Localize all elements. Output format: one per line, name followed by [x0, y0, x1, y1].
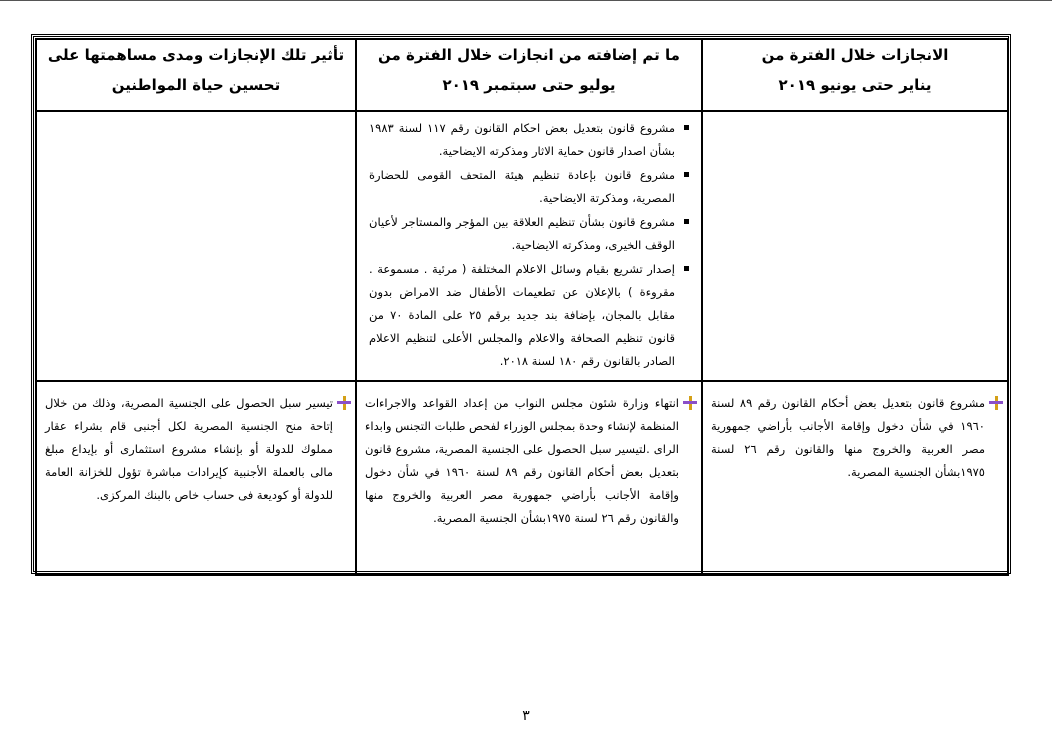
header-jul-sep — [356, 39, 702, 111]
list-item: إصدار تشريع بقيام وسائل الاعلام المختلفة ( مرئية . مسموعة . مقروءة ) بالإعلان عن تطعيمات الأطفال ضد الامراض بدون مقابل بالمجان، بإضافة بند جديد برقم ٢٥ على المادة ٧٠ من قانون تنظيم الصحافة والاعلام والمجلس الأعلى لتنظيم الاعلام الصادر بالقانون رقم ١٨٠ لسنة ٢٠١٨. — [369, 258, 693, 373]
header-impact — [36, 39, 356, 111]
row2-col-jul-sep-text: انتهاء وزارة شئون مجلس النواب من إعداد القواعد والاجراءات المنظمة لإنشاء وحدة بمجلس الوزراء لفحص طلبات التجنس وابداء الراى .لتيسير سبل الحصول على الجنسية المصرية، مشروع قانون بتعديل بعض أحكام القانون رقم ٨٩ لسنة ١٩٦٠ في شأن دخول وإقامة الأجانب بأراضي جمهورية مصر العربية والخروج منها والقانون رقم ٢٦ لسنة ١٩٧٥بشأن الجنسية المصرية. — [365, 396, 679, 525]
page-number: ٣ — [522, 708, 530, 724]
list-item — [703, 382, 1007, 484]
top-rule — [0, 0, 1052, 1]
header-impact-line2: تحسين حياة المواطنين — [111, 76, 281, 94]
row1-col-jan-jun — [702, 111, 1008, 381]
list-item: مشروع قانون بإعادة تنظيم هيئة المتحف القومى للحضارة المصرية، ومذكرتة الايضاحية. — [369, 164, 693, 210]
header-impact-line1: تأثير تلك الإنجازات ومدى مساهمتها على — [47, 46, 345, 64]
list-item: مشروع قانون بتعديل بعض احكام القانون رقم ١١٧ لسنة ١٩٨٣ بشأن اصدار قانون حماية الاثار ومذكرته الايضاحية. — [369, 117, 693, 163]
star-bullet-icon — [989, 396, 1003, 410]
row1-col-impact — [36, 111, 356, 381]
row2-col-impact-text: تيسير سبل الحصول على الجنسية المصرية، وذلك من خلال إتاحة منح الجنسية المصرية لكل أجنبى قام بشراء عقار مملوك للدولة أو بإنشاء مشروع استثمارى أو بإيداع مبلغ مالى بالعملة الأجنبية كإيرادات مباشرة تؤول للخزانة العامة للدولة أو كوديعة فى حساب خاص بالبنك المركزى. — [45, 396, 333, 502]
list-item — [357, 382, 701, 530]
row1-col-jul-sep — [356, 111, 702, 381]
header-jul-sep-line1: ما تم إضافته من انجازات خلال الفترة من — [378, 46, 680, 64]
row2-col-jan-jun-text: مشروع قانون بتعديل بعض أحكام القانون رقم ٨٩ لسنة ١٩٦٠ في شأن دخول وإقامة الأجانب بأراضي جمهورية مصر العربية والخروج منها والقانون رقم ٢٦ لسنة ١٩٧٥بشأن الجنسية المصرية. — [711, 396, 985, 479]
table-row — [36, 111, 1008, 381]
list-item: مشروع قانون بشأن تنظيم العلاقة بين المؤجر والمستاجر لأعيان الوقف الخيرى، ومذكرته الايضاحية. — [369, 211, 693, 257]
row2-col-jul-sep — [356, 381, 702, 575]
law-projects-list — [357, 112, 701, 373]
star-bullet-icon — [337, 396, 351, 410]
achievements-table — [35, 38, 1009, 576]
header-jan-jun — [702, 39, 1008, 111]
header-jan-jun-line2: يناير حتى يونيو ٢٠١٩ — [778, 76, 932, 94]
row2-col-jan-jun — [702, 381, 1008, 575]
row2-col-impact — [36, 381, 356, 575]
star-bullet-icon — [683, 396, 697, 410]
header-jan-jun-line1: الانجازات خلال الفترة من — [761, 46, 949, 64]
list-item — [37, 382, 355, 507]
table-row — [36, 381, 1008, 575]
header-row — [36, 39, 1008, 111]
header-jul-sep-line2: يوليو حتى سبتمبر ٢٠١٩ — [442, 76, 616, 94]
